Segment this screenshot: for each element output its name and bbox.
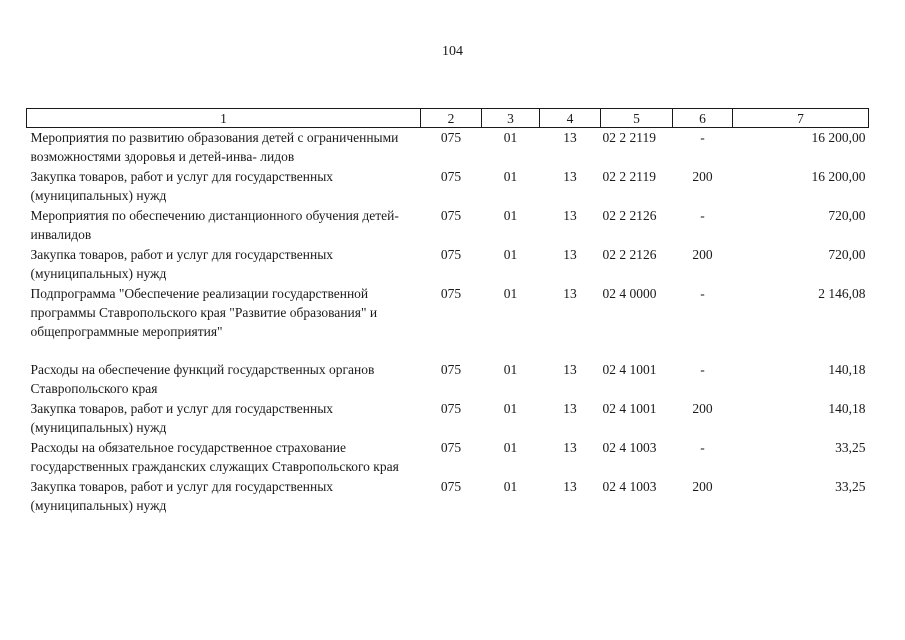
- row-col4: 13: [563, 479, 577, 494]
- header-cell-7: 7: [733, 109, 869, 128]
- row-col6: 200: [692, 401, 713, 416]
- row-col6: -: [700, 362, 705, 377]
- table-row: [27, 399, 869, 438]
- row-col5: 02 2 2119: [602, 130, 656, 145]
- row-col6: -: [700, 440, 705, 455]
- row-col3: 01: [503, 130, 518, 145]
- header-cell-3: 3: [482, 109, 540, 128]
- table-row: [27, 128, 869, 168]
- table-row: [27, 167, 869, 206]
- row-col2: 075: [440, 479, 462, 494]
- row-spacer: [27, 342, 869, 360]
- row-name: Закупка товаров, работ и услуг для государственных (муниципальных) нужд: [30, 479, 334, 513]
- row-col4: 13: [563, 169, 577, 184]
- row-col7: 140,18: [828, 362, 866, 377]
- row-name: Расходы на обязательное государственное страхование государственных гражданских служащих Ставропольского края: [30, 440, 399, 474]
- row-col3: 01: [503, 362, 518, 377]
- row-col3: 01: [503, 479, 518, 494]
- row-col3: 01: [503, 208, 518, 223]
- row-col5: 02 4 1001: [602, 401, 657, 416]
- row-col2: 075: [440, 362, 462, 377]
- row-col2: 075: [440, 247, 462, 262]
- table-row: [27, 360, 869, 399]
- row-col7: 2 146,08: [818, 286, 866, 301]
- row-col7: 16 200,00: [811, 130, 866, 145]
- table-row: [27, 438, 869, 477]
- row-name: Мероприятия по обеспечению дистанционного обучения детей-инвалидов: [30, 208, 399, 242]
- row-col5: 02 2 2126: [602, 208, 657, 223]
- table-row: [27, 477, 869, 516]
- table-row: [27, 206, 869, 245]
- row-col6: 200: [692, 247, 713, 262]
- table-header: [27, 109, 869, 128]
- row-col2: 075: [440, 169, 462, 184]
- row-col3: 01: [503, 286, 518, 301]
- row-name: Закупка товаров, работ и услуг для государственных (муниципальных) нужд: [30, 401, 334, 435]
- row-col4: 13: [563, 208, 577, 223]
- row-col6: 200: [692, 479, 713, 494]
- row-col4: 13: [563, 286, 577, 301]
- row-name: Мероприятия по развитию образования детей с ограниченными возможностями здоровья и детей-инва- лидов: [30, 130, 399, 164]
- row-col4: 13: [563, 401, 577, 416]
- row-col4: 13: [563, 362, 577, 377]
- row-col2: 075: [440, 208, 462, 223]
- row-col3: 01: [503, 440, 518, 455]
- table-row: [27, 284, 869, 342]
- page-number: 104: [442, 44, 463, 59]
- header-row: [27, 109, 869, 128]
- row-col4: 13: [563, 440, 577, 455]
- row-col3: 01: [503, 169, 518, 184]
- row-col6: -: [700, 286, 705, 301]
- header-cell-1: 1: [27, 109, 421, 128]
- header-cell-4: 4: [540, 109, 601, 128]
- row-col7: 33,25: [835, 440, 866, 455]
- row-col3: 01: [503, 401, 518, 416]
- header-cell-6: 6: [673, 109, 733, 128]
- row-col5: 02 4 0000: [602, 286, 657, 301]
- row-col7: 720,00: [828, 247, 866, 262]
- header-cell-5: 5: [601, 109, 673, 128]
- row-col2: 075: [440, 130, 462, 145]
- row-col5: 02 4 1003: [602, 440, 657, 455]
- row-col6: 200: [692, 169, 713, 184]
- row-col7: 720,00: [828, 208, 866, 223]
- row-col5: 02 4 1001: [602, 362, 657, 377]
- row-name: Расходы на обеспечение функций государственных органов Ставропольского края: [30, 362, 375, 396]
- row-col7: 140,18: [828, 401, 866, 416]
- row-col7: 16 200,00: [811, 169, 866, 184]
- row-col5: 02 4 1003: [602, 479, 657, 494]
- budget-table: [26, 108, 869, 516]
- row-name: Закупка товаров, работ и услуг для государственных (муниципальных) нужд: [30, 247, 334, 281]
- table-row: [27, 245, 869, 284]
- row-col3: 01: [503, 247, 518, 262]
- row-col7: 33,25: [835, 479, 866, 494]
- row-col2: 075: [440, 440, 462, 455]
- row-col2: 075: [440, 286, 462, 301]
- row-col6: -: [700, 130, 705, 145]
- row-name: Закупка товаров, работ и услуг для государственных (муниципальных) нужд: [30, 169, 334, 203]
- row-name: Подпрограмма "Обеспечение реализации государственной программы Ставропольского края "Развитие образования" и общепрограммные мероприятия": [30, 286, 378, 339]
- row-col2: 075: [440, 401, 462, 416]
- row-col4: 13: [563, 247, 577, 262]
- spacer-cell: [27, 342, 869, 360]
- header-cell-2: 2: [421, 109, 482, 128]
- row-col5: 02 2 2126: [602, 247, 657, 262]
- table-body: [27, 128, 869, 517]
- row-col4: 13: [563, 130, 577, 145]
- row-col6: -: [700, 208, 705, 223]
- row-col5: 02 2 2119: [602, 169, 656, 184]
